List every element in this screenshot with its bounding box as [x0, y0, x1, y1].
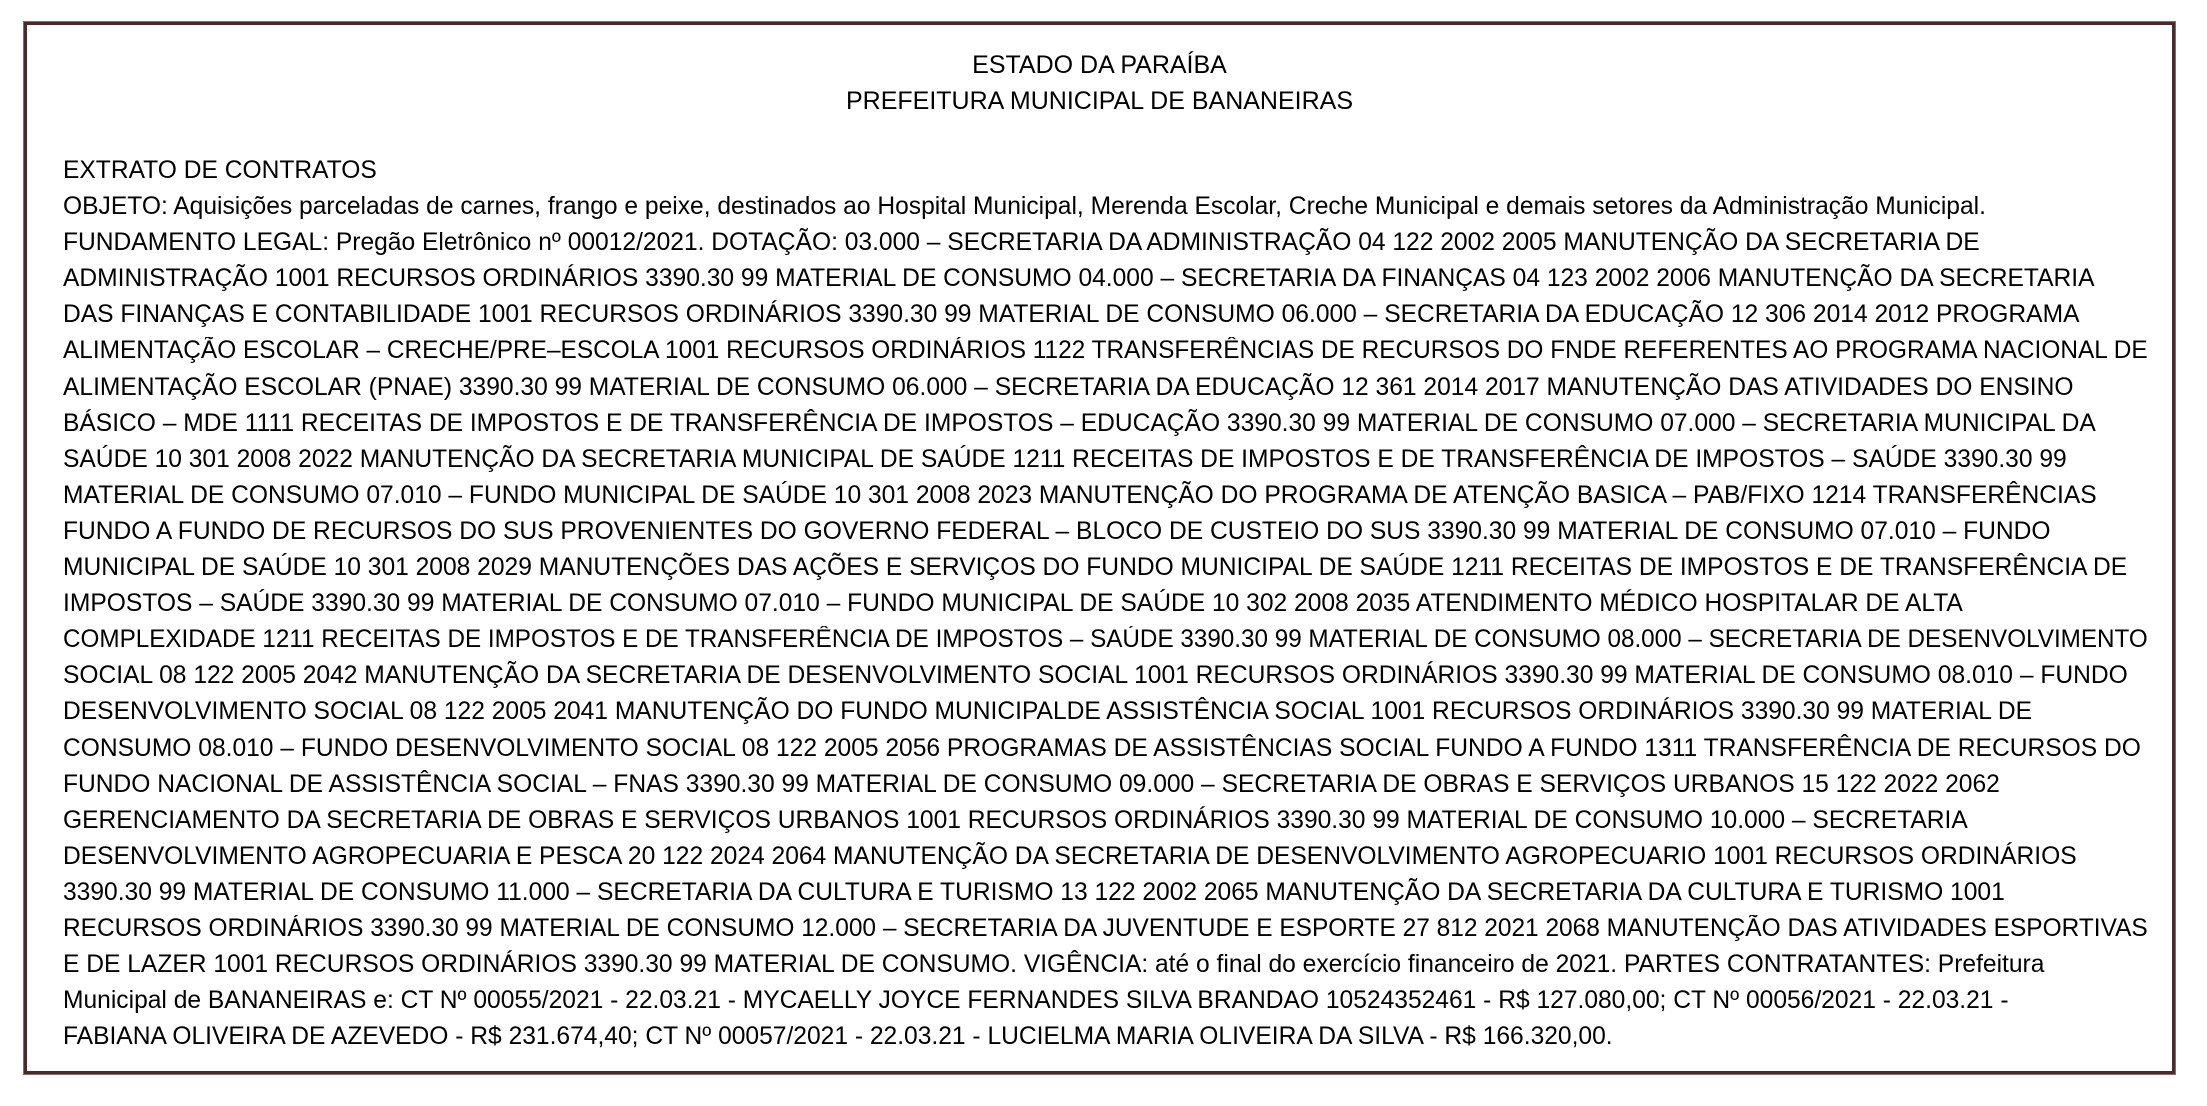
- text-line: BÁSICO – MDE 1111 RECEITAS DE IMPOSTOS E DE TRANSFERÊNCIA DE IMPOSTOS – EDUCAÇÃO 3390.30 99 MATERIAL DE CONSUMO 07.000 – SECRETARIA MUNICIPAL DA: [63, 409, 2096, 437]
- text-line: DESENVOLVIMENTO AGROPECUARIA E PESCA 20 122 2024 2064 MANUTENÇÃO DA SECRETARIA DE DESENVOLVIMENTO AGROPECUARIO 1001 RECURSOS ORDINÁRIOS: [63, 842, 2077, 870]
- text-line: FUNDO NACIONAL DE ASSISTÊNCIA SOCIAL – FNAS 3390.30 99 MATERIAL DE CONSUMO 09.000 – SECRETARIA DE OBRAS E SERVIÇOS URBANOS 15 122 2022 2062: [63, 770, 2000, 798]
- text-line: GERENCIAMENTO DA SECRETARIA DE OBRAS E SERVIÇOS URBANOS 1001 RECURSOS ORDINÁRIOS 3390.30 99 MATERIAL DE CONSUMO 10.000 – SECRETARIA: [63, 806, 1968, 834]
- state-title: ESTADO DA PARAÍBA: [972, 51, 1227, 79]
- municipality-title: PREFEITURA MUNICIPAL DE BANANEIRAS: [845, 87, 1354, 115]
- text-line: FUNDO A FUNDO DE RECURSOS DO SUS PROVENIENTES DO GOVERNO FEDERAL – BLOCO DE CUSTEIO DO SUS 3390.30 99 MATERIAL DE CONSUMO 07.010 – FUNDO: [63, 517, 2051, 545]
- text-line: DAS FINANÇAS E CONTABILIDADE 1001 RECURSOS ORDINÁRIOS 3390.30 99 MATERIAL DE CONSUMO 06.000 – SECRETARIA DA EDUCAÇÃO 12 306 2014 2012 PROGRAMA: [63, 301, 2080, 329]
- text-line: IMPOSTOS – SAÚDE 3390.30 99 MATERIAL DE CONSUMO 07.010 – FUNDO MUNICIPAL DE SAÚDE 10 302 2008 2035 ATENDIMENTO MÉDICO HOSPITALAR DE ALTA: [63, 590, 1963, 618]
- text-line: ALIMENTAÇÃO ESCOLAR (PNAE) 3390.30 99 MATERIAL DE CONSUMO 06.000 – SECRETARIA DA EDUCAÇÃO 12 361 2014 2017 MANUTENÇÃO DAS ATIVIDADES DO ENSINO: [63, 373, 2074, 401]
- text-line: FUNDAMENTO LEGAL: Pregão Eletrônico nº 00012/2021. DOTAÇÃO: 03.000 – SECRETARIA DA ADMINISTRAÇÃO 04 122 2002 2005 MANUTENÇÃO DA SECRETARIA DE: [63, 229, 1980, 257]
- text-line: ADMINISTRAÇÃO 1001 RECURSOS ORDINÁRIOS 3390.30 99 MATERIAL DE CONSUMO 04.000 – SECRETARIA DA FINANÇAS 04 123 2002 2006 MANUTENÇÃO DA SECRETARIA: [63, 265, 2095, 293]
- section-title: EXTRATO DE CONTRATOS: [63, 157, 377, 184]
- text-line: Municipal de BANANEIRAS e: CT Nº 00055/2021 - 22.03.21 - MYCAELLY JOYCE FERNANDES SILVA BRANDAO 10524352461 - R$ 127.080,00; CT Nº 00056/2021 - 22.03.21 -: [63, 987, 2009, 1015]
- text-line: MUNICIPAL DE SAÚDE 10 301 2008 2029 MANUTENÇÕES DAS AÇÕES E SERVIÇOS DO FUNDO MUNICIPAL DE SAÚDE 1211 RECEITAS DE IMPOSTOS E DE TRANSFERÊNCIA DE: [63, 554, 2128, 582]
- text-line: DESENVOLVIMENTO SOCIAL 08 122 2005 2041 MANUTENÇÃO DO FUNDO MUNICIPALDE ASSISTÊNCIA SOCIAL 1001 RECURSOS ORDINÁRIOS 3390.30 99 MATERIAL DE: [63, 698, 2033, 726]
- text-line: E DE LAZER 1001 RECURSOS ORDINÁRIOS 3390.30 99 MATERIAL DE CONSUMO. VIGÊNCIA: até o final do exercício financeiro de 2021. PARTES CONTRATANTES: Prefeitura: [63, 951, 2045, 979]
- text-line: ALIMENTAÇÃO ESCOLAR – CRECHE/PRE–ESCOLA 1001 RECURSOS ORDINÁRIOS 1122 TRANSFERÊNCIAS DE RECURSOS DO FNDE REFERENTES AO PROGRAMA NACIONAL DE: [63, 337, 2148, 365]
- text-line: CONSUMO 08.010 – FUNDO DESENVOLVIMENTO SOCIAL 08 122 2005 2056 PROGRAMAS DE ASSISTÊNCIAS SOCIAL FUNDO A FUNDO 1311 TRANSFERÊNCIA DE RECURSOS DO: [63, 734, 2141, 762]
- text-line: COMPLEXIDADE 1211 RECEITAS DE IMPOSTOS E DE TRANSFERÊNCIA DE IMPOSTOS – SAÚDE 3390.30 99 MATERIAL DE CONSUMO 08.000 – SECRETARIA DE DESENVOLVIMENTO: [63, 626, 2148, 654]
- document-frame: [24, 22, 2175, 1074]
- text-line: 3390.30 99 MATERIAL DE CONSUMO 11.000 – SECRETARIA DA CULTURA E TURISMO 13 122 2002 2065 MANUTENÇÃO DA SECRETARIA DA CULTURA E TURISMO 1001: [63, 878, 2005, 906]
- document-header: [27, 47, 2172, 119]
- text-line: SOCIAL 08 122 2005 2042 MANUTENÇÃO DA SECRETARIA DE DESENVOLVIMENTO SOCIAL 1001 RECURSOS ORDINÁRIOS 3390.30 99 MATERIAL DE CONSUMO 08.010 – FUNDO: [63, 662, 2128, 690]
- text-line: RECURSOS ORDINÁRIOS 3390.30 99 MATERIAL DE CONSUMO 12.000 – SECRETARIA DA JUVENTUDE E ESPORTE 27 812 2021 2068 MANUTENÇÃO DAS ATIVIDADES ESPORTIVAS: [63, 914, 2148, 942]
- text-line: OBJETO: Aquisições parceladas de carnes, frango e peixe, destinados ao Hospital Municipal, Merenda Escolar, Creche Municipal e demais setores da Administração Municipal.: [63, 193, 1986, 221]
- text-line: SAÚDE 10 301 2008 2022 MANUTENÇÃO DA SECRETARIA MUNICIPAL DE SAÚDE 1211 RECEITAS DE IMPOSTOS E DE TRANSFERÊNCIA DE IMPOSTOS – SAÚDE 3390.30 99: [63, 445, 2067, 473]
- contract-extract-body: [63, 153, 2148, 1055]
- text-line: FABIANA OLIVEIRA DE AZEVEDO - R$ 231.674,40; CT Nº 00057/2021 - 22.03.21 - LUCIELMA MARIA OLIVEIRA DA SILVA - R$ 166.320,00.: [63, 1023, 1613, 1051]
- text-line: MATERIAL DE CONSUMO 07.010 – FUNDO MUNICIPAL DE SAÚDE 10 301 2008 2023 MANUTENÇÃO DO PROGRAMA DE ATENÇÃO BASICA – PAB/FIXO 1214 TRANSFERÊNCIAS: [63, 481, 2097, 509]
